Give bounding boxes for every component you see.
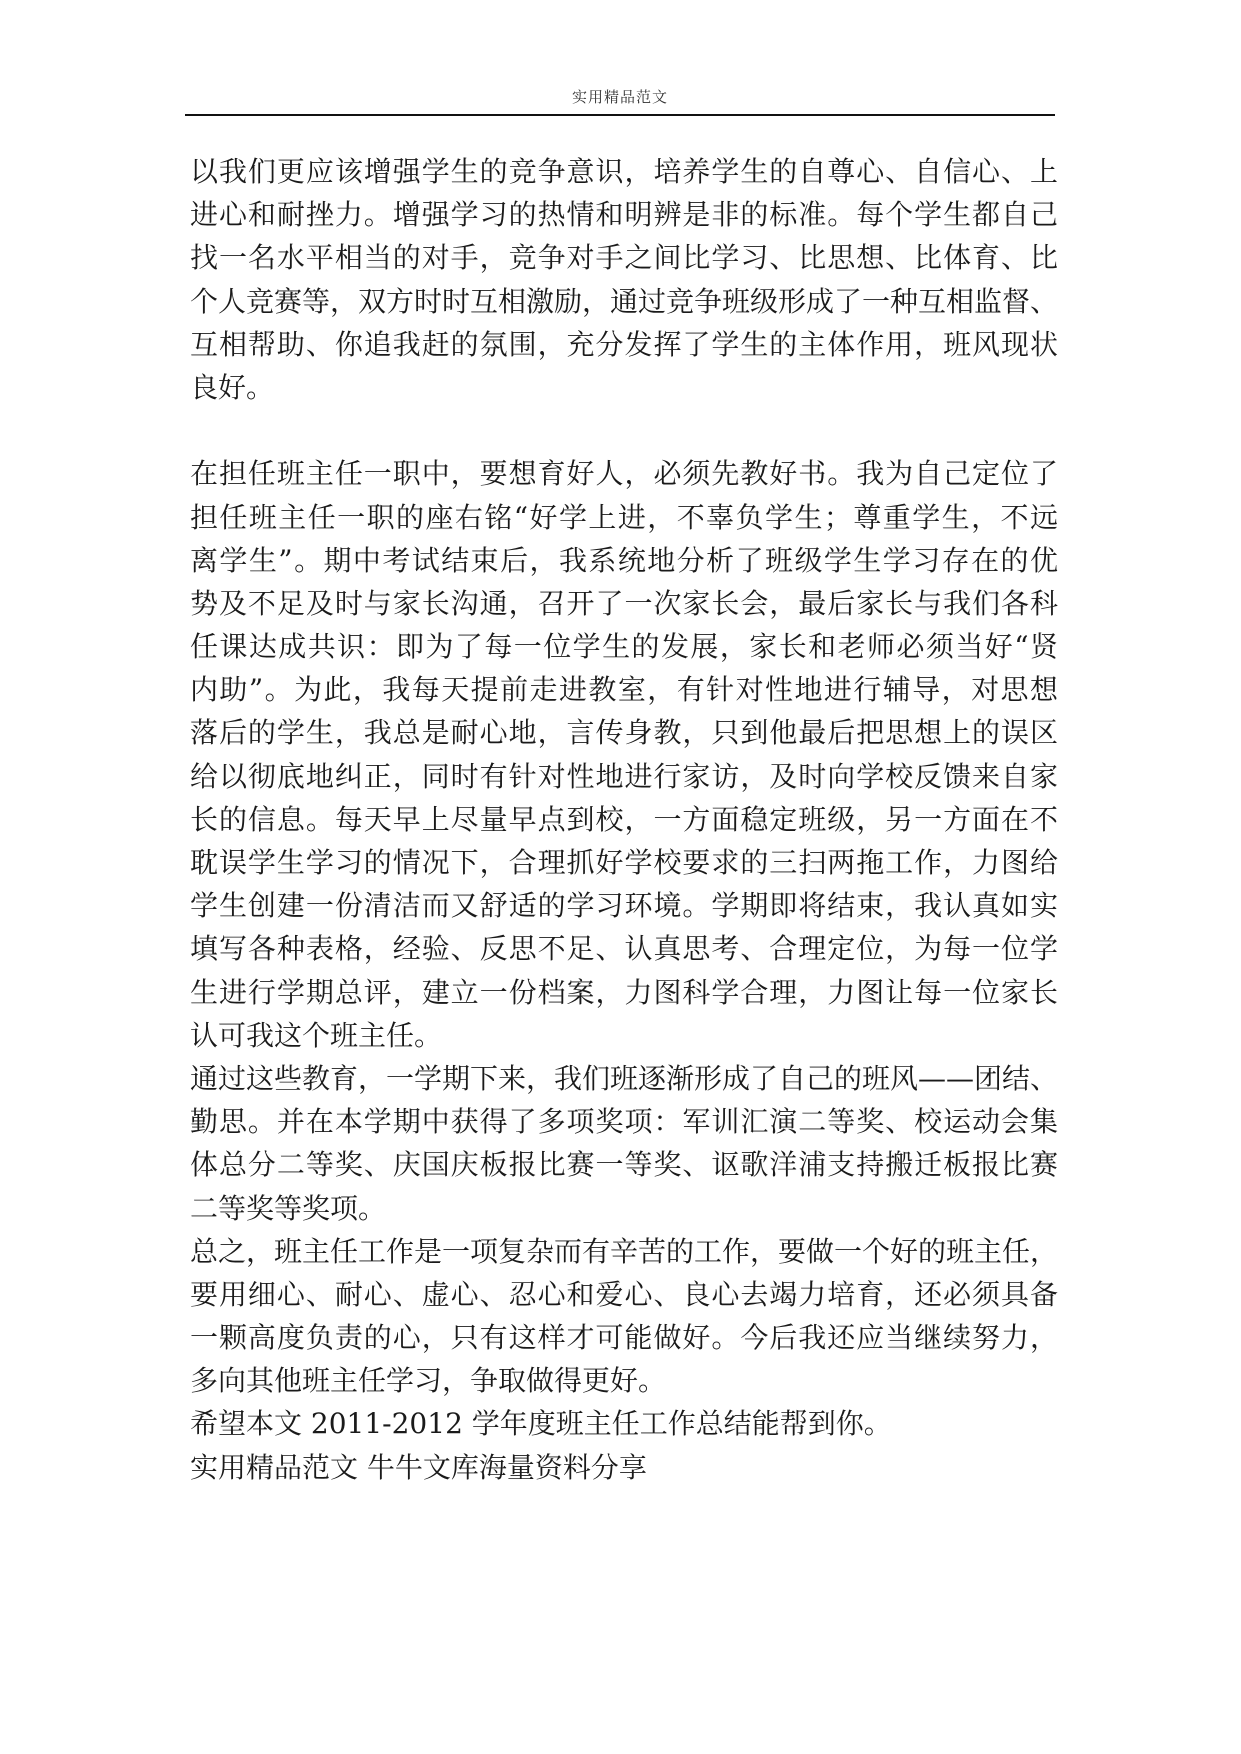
text-line: 要用细心、耐心、虚心、忍心和爱心、良心去竭力培育，还必须具备	[190, 1277, 1058, 1311]
text-line: 认可我这个班主任。	[190, 1018, 443, 1052]
text-line: 个人竞赛等，双方时时互相激励，通过竞争班级形成了一种互相监督、	[190, 284, 1059, 318]
page-header-title: 实用精品范文	[571, 88, 668, 106]
text-line: 在担任班主任一职中，要想育好人，必须先教好书。我为自己定位了	[190, 457, 1058, 491]
text-line: 实用精品范文 牛牛文库海量资料分享	[190, 1450, 647, 1484]
paragraph-1	[190, 150, 1058, 409]
text-line: 进心和耐挫力。增强学习的热情和明辨是非的标准。每个学生都自己	[190, 198, 1058, 232]
text-line: 长的信息。每天早上尽量早点到校，一方面稳定班级，另一方面在不	[190, 802, 1058, 836]
text-line: 生进行学期总评，建立一份档案，力图科学合理，力图让每一位家长	[190, 975, 1058, 1009]
text-line: 希望本文 2011-2012 学年度班主任工作总结能帮到你。	[190, 1407, 892, 1441]
text-line: 总之，班主任工作是一项复杂而有辛苦的工作，要做一个好的班主任，	[190, 1234, 1059, 1268]
text-line: 体总分二等奖、庆国庆板报比赛一等奖、讴歌洋浦支持搬迁板报比赛	[190, 1148, 1058, 1182]
paragraph-4	[190, 1230, 1058, 1403]
text-line: 填写各种表格，经验、反思不足、认真思考、合理定位，为每一位学	[190, 932, 1058, 966]
text-line: 离学生”。期中考试结束后，我系统地分析了班级学生学习存在的优	[190, 543, 1058, 577]
text-line: 落后的学生，我总是耐心地，言传身教，只到他最后把思想上的误区	[190, 716, 1058, 750]
closing-line	[190, 1402, 1058, 1445]
text-line: 学生创建一份清洁而又舒适的学习环境。学期即将结束，我认真如实	[190, 889, 1058, 923]
paragraph-3	[190, 1057, 1058, 1230]
text-line: 势及不足及时与家长沟通，召开了一次家长会，最后家长与我们各科	[190, 586, 1058, 620]
text-line: 一颗高度负责的心，只有这样才可能做好。今后我还应当继续努力，	[190, 1321, 1058, 1355]
text-line: 内助”。为此，我每天提前走进教室，有针对性地进行辅导，对思想	[190, 673, 1058, 707]
text-line: 勤思。并在本学期中获得了多项奖项：军训汇演二等奖、校运动会集	[190, 1105, 1058, 1139]
paragraph-2	[190, 452, 1058, 1057]
text-line: 耽误学生学习的情况下，合理抓好学校要求的三扫两拖工作，力图给	[190, 846, 1058, 879]
paragraph-gap	[190, 409, 1058, 452]
text-line: 二等奖等奖项。	[190, 1191, 387, 1225]
text-line: 担任班主任一职的座右铭“好学上进，不辜负学生；尊重学生，不远	[190, 500, 1058, 534]
text-line: 互相帮助、你追我赶的氛围，充分发挥了学生的主体作用，班风现状	[190, 327, 1058, 361]
text-line: 通过这些教育，一学期下来，我们班逐渐形成了自己的班风——团结、	[190, 1061, 1059, 1095]
text-line: 给以彻底地纠正，同时有针对性地进行家访，及时向学校反馈来自家	[190, 759, 1058, 793]
header-divider	[185, 114, 1055, 116]
text-line: 以我们更应该增强学生的竞争意识，培养学生的自尊心、自信心、上	[190, 155, 1058, 188]
footer-note	[190, 1446, 1058, 1489]
text-line: 多向其他班主任学习，争取做得更好。	[190, 1364, 667, 1398]
text-line: 良好。	[190, 370, 275, 404]
text-line: 找一名水平相当的对手，竞争对手之间比学习、比思想、比体育、比	[190, 241, 1058, 275]
text-line: 任课达成共识：即为了每一位学生的发展，家长和老师必须当好“贤	[190, 630, 1058, 664]
document-body	[190, 150, 1058, 1489]
